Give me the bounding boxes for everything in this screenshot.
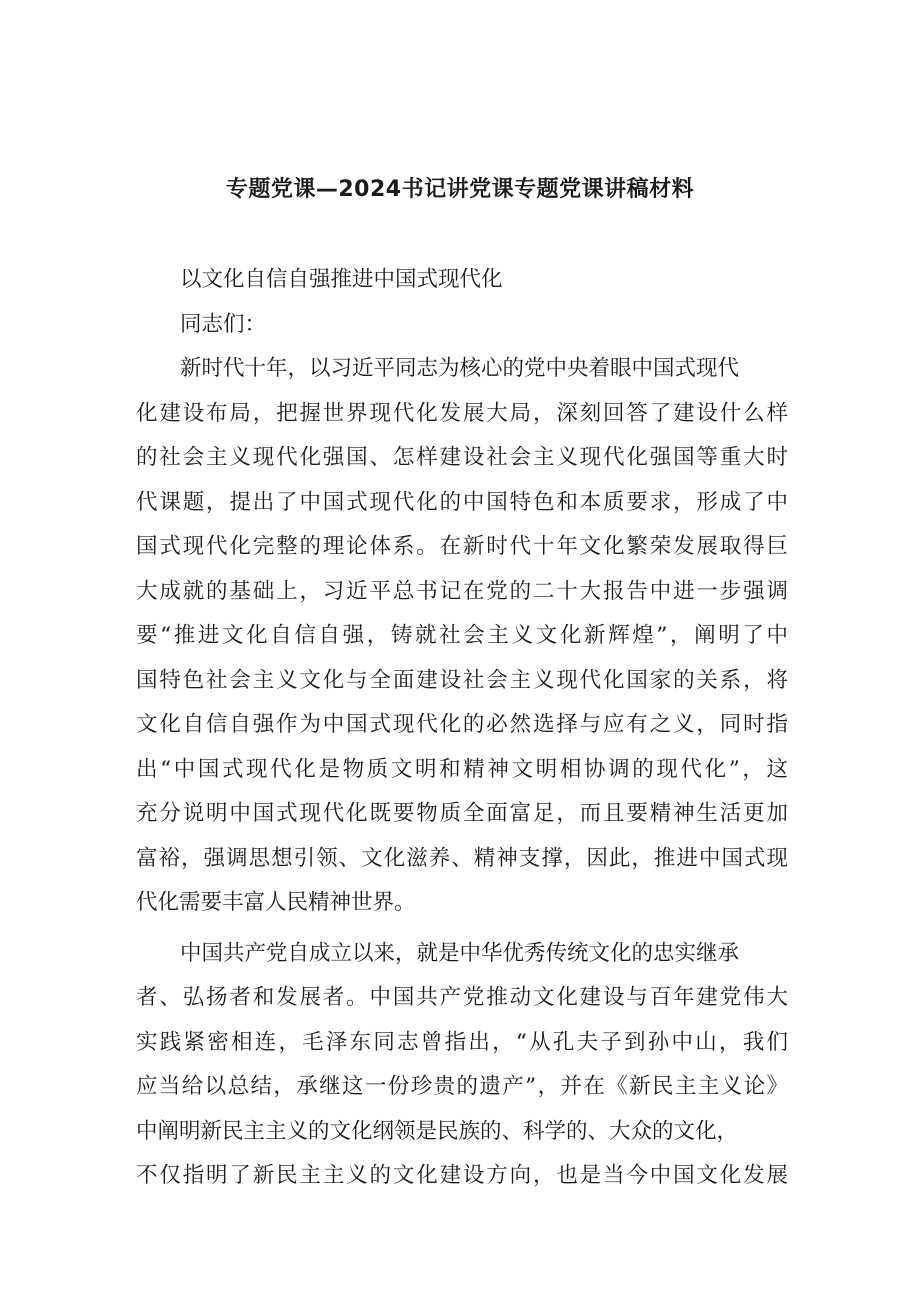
paragraph-line: 实践紧密相连，毛泽东同志曾指出，“从孔夫子到孙中山，我们 <box>136 1029 788 1055</box>
paragraph-line: 出“中国式现代化是物质文明和精神文明相协调的现代化”，这 <box>136 756 788 782</box>
paragraph-line: 的社会主义现代化强国、怎样建设社会主义现代化强国等重大时 <box>136 445 788 470</box>
paragraph-line: 者、弘扬者和发展者。中国共产党推动文化建设与百年建党伟大 <box>136 985 788 1010</box>
paragraph-line: 要“推进文化自信自强，铸就社会主义文化新辉煌”，阐明了中 <box>136 623 788 648</box>
document-subtitle: 以文化自信自强推进中国式现代化 <box>180 267 503 292</box>
paragraph-line: 国式现代化完整的理论体系。在新时代十年文化繁荣发展取得巨 <box>136 534 788 559</box>
salutation: 同志们： <box>180 311 267 337</box>
paragraph-line: 应当给以总结，承继这一份珍贵的遗产”，并在《新民主主义论》 <box>136 1074 788 1099</box>
document-body <box>136 258 796 1199</box>
paragraph-line: 代化需要丰富人民精神世界。 <box>136 890 416 915</box>
paragraph-line: 大成就的基础上，习近平总书记在党的二十大报告中进一步强调 <box>136 578 788 604</box>
paragraph-line: 中国共产党自成立以来，就是中华优秀传统文化的忠实继承 <box>180 940 740 966</box>
paragraph-line: 新时代十年，以习近平同志为核心的党中央着眼中国式现代 <box>180 356 740 381</box>
paragraph-1 <box>136 347 796 926</box>
paragraph-line: 不仅指明了新民主主义的文化建设方向，也是当今中国文化发展 <box>136 1163 788 1188</box>
paragraph-line: 代课题，提出了中国式现代化的中国特色和本质要求，形成了中 <box>136 489 788 515</box>
paragraph-line: 文化自信自强作为中国式现代化的必然选择与应有之义，同时指 <box>136 712 788 737</box>
document-title: 专题党课—2024书记讲党课专题党课讲稿材料 <box>225 177 695 202</box>
paragraph-line: 充分说明中国式现代化既要物质全面富足，而且要精神生活更加 <box>136 801 788 826</box>
paragraph-line: 中阐明新民主主义的文化纲领是民族的、科学的、大众的文化， <box>136 1118 739 1144</box>
paragraph-line: 化建设布局，把握世界现代化发展大局，深刻回答了建设什么样 <box>136 400 788 426</box>
paragraph-line: 富裕，强调思想引领、文化滋养、精神支撑，因此，推进中国式现 <box>136 845 788 871</box>
paragraph-2 <box>136 932 796 1199</box>
paragraph-line: 国特色社会主义文化与全面建设社会主义现代化国家的关系，将 <box>136 667 788 693</box>
